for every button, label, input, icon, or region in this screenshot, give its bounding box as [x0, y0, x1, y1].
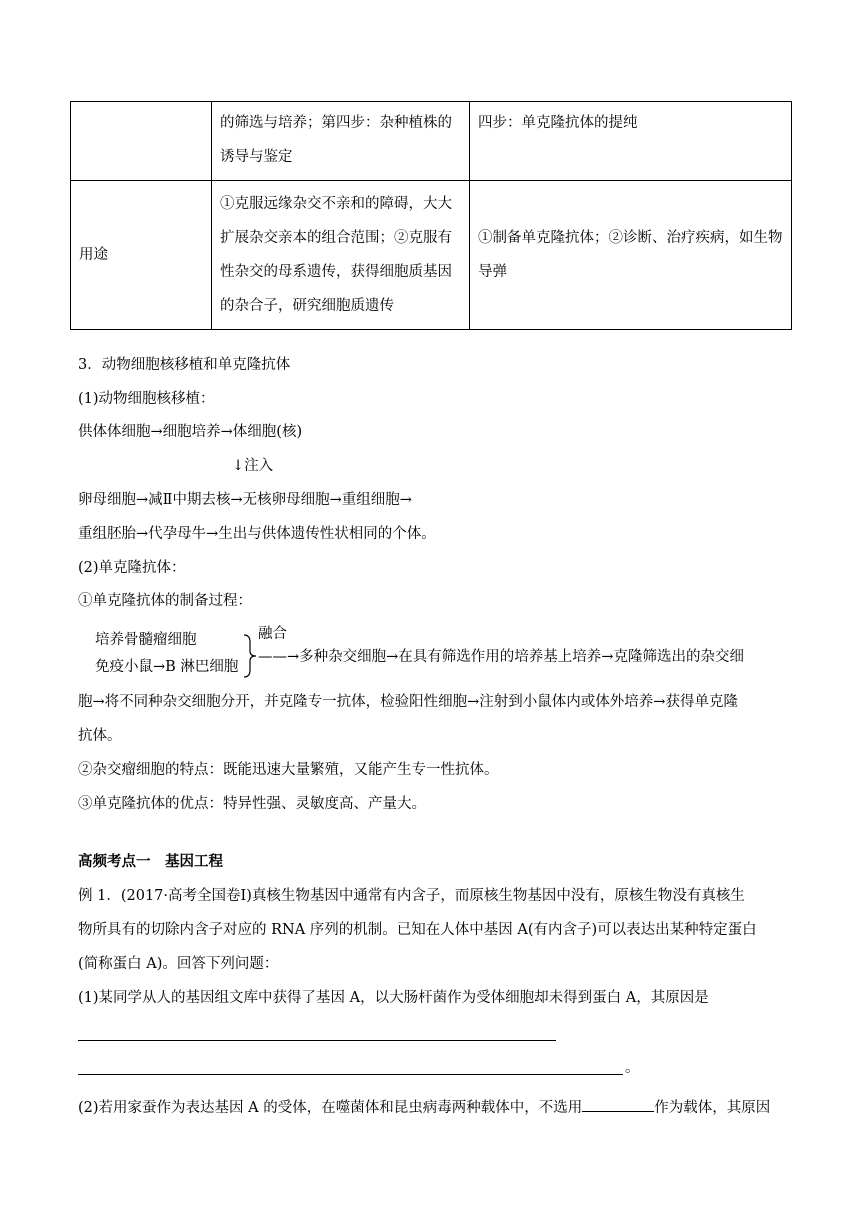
flow-line: 抗体。 — [78, 728, 122, 744]
table-cell: 四步：单克隆抗体的提纯 — [470, 102, 792, 181]
table-cell: ①制备单克隆抗体；②诊断、治疗疾病，如生物导弹 — [470, 181, 792, 330]
question-line: (1)某同学从人的基因组文库中获得了基因 A，以大肠杆菌作为受体细胞却未得到蛋白 A，其原因是 — [78, 990, 709, 1006]
fusion-inputs — [95, 630, 265, 678]
flow-line: 卵母细胞→减Ⅱ中期去核→无核卵母细胞→重组细胞→ — [78, 492, 412, 508]
subsection-title: (1)动物细胞核移植： — [78, 391, 215, 407]
key-point-heading: 高频考点一 基因工程 — [78, 854, 223, 870]
answer-blank[interactable] — [78, 1040, 556, 1041]
myeloma-cell-label: 培养骨髓瘤细胞 — [95, 632, 197, 648]
sentence-end: 。 — [625, 1060, 640, 1076]
example-line: (简称蛋白 A)。回答下列问题： — [78, 956, 279, 972]
inject-arrow-label: ↓注入 — [232, 458, 274, 474]
answer-blank[interactable] — [582, 1097, 654, 1112]
example-line: 例 1．(2017·高考全国卷Ⅰ)真核生物基因中通常有内含子，而原核生物基因中没有，原核生物没有真核生 — [78, 888, 745, 904]
flow-line: 供体体细胞→细胞培养→体细胞(核) — [78, 424, 303, 440]
fusion-label: 融合 — [258, 626, 287, 642]
flow-line: 胞→将不同种杂交细胞分开，并克隆专一抗体，检验阳性细胞→注射到小鼠体内或体外培养→获得单克隆 — [78, 694, 738, 710]
table-cell: ①克服远缘杂交不亲和的障碍，大大扩展杂交亲本的组合范围；②克服有性杂交的母系遗传，获得细胞质基因的杂合子，研究细胞质遗传 — [212, 181, 470, 330]
process-title: ①单克隆抗体的制备过程： — [78, 593, 252, 609]
section-title: 3．动物细胞核移植和单克隆抗体 — [78, 357, 291, 373]
table-cell: 的筛选与培养；第四步：杂种植株的诱导与鉴定 — [212, 102, 470, 181]
flow-line: 重组胚胎→代孕母牛→生出与供体遗传性状相同的个体。 — [78, 526, 436, 542]
right-brace-icon — [243, 634, 257, 678]
table-cell — [71, 102, 212, 181]
feature-line: ②杂交瘤细胞的特点：既能迅速大量繁殖，又能产生专一性抗体。 — [78, 762, 499, 778]
subsection-title: (2)单克隆抗体： — [78, 560, 186, 576]
example-line: 物所具有的切除内含子对应的 RNA 序列的机制。已知在人体中基因 A(有内含子)可以表达出某种特定蛋白 — [78, 922, 757, 938]
table-row — [71, 102, 792, 181]
question-line: (2)若用家蚕作为表达基因 A 的受体，在噬菌体和昆虫病毒两种载体中，不选用 作为载体，其原因 — [78, 1097, 770, 1118]
b-lymphocyte-label: 免疫小鼠→B 淋巴细胞 — [95, 659, 239, 675]
flow-line: ——→多种杂交细胞→在具有筛选作用的培养基上培养→克隆筛选出的杂交细 — [258, 649, 744, 665]
advantage-line: ③单克隆抗体的优点：特异性强、灵敏度高、产量大。 — [78, 796, 426, 812]
table-row — [71, 181, 792, 330]
comparison-table — [70, 101, 792, 330]
answer-blank[interactable] — [78, 1074, 623, 1075]
table-row-header: 用途 — [71, 181, 212, 330]
